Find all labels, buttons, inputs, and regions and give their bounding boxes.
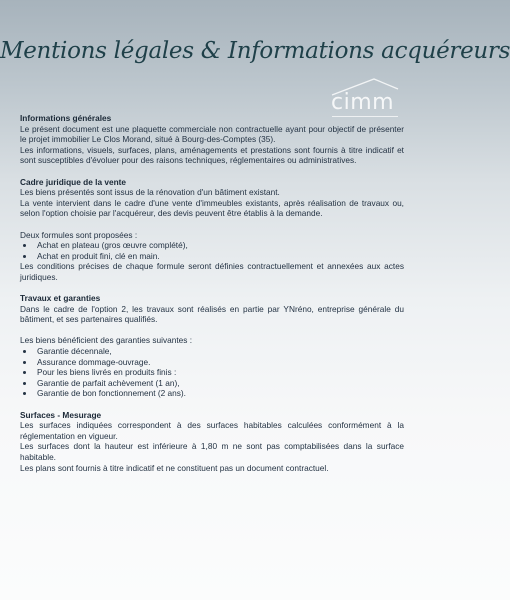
section-heading: Surfaces - Mesurage: [20, 409, 102, 420]
list-item: • Garantie de bon fonctionnement (2 ans).: [35, 388, 404, 399]
list-intro: Deux formules sont proposées :: [20, 229, 138, 240]
section-heading: Travaux et garanties: [20, 293, 101, 304]
paragraph: Les surfaces dont la hauteur est inférieure à 1,80 m ne sont pas comptabilisées dans la surface habitable.: [20, 441, 404, 462]
paragraph: Dans le cadre de l'option 2, les travaux sont réalisés en partie par YNréno, entreprise générale du bâtiment, et ses partenaires qualifiés.: [20, 303, 404, 325]
section-travaux: [20, 293, 404, 399]
list-item: • Achat en produit fini, clé en main.: [35, 251, 404, 262]
section-surfaces: [20, 410, 404, 474]
paragraph: Les informations, visuels, surfaces, plans, aménagements et prestations sont fournis à titre indicatif et sont susceptibles d'évoluer pour des raisons techniques, réglementaires ou administratives.: [20, 144, 404, 166]
section-general: [20, 113, 404, 166]
list-item: • Assurance dommage-ouvrage.: [35, 357, 404, 368]
section-heading: Cadre juridique de la vente: [20, 176, 127, 187]
garanties-list: [20, 346, 404, 399]
list-item: • Achat en plateau (gros œuvre complété),: [35, 240, 404, 251]
section-juridique: [20, 177, 404, 283]
paragraph: Les plans sont fournis à titre indicatif et ne constituent pas un document contractuel.: [20, 462, 329, 473]
formules-list: [20, 240, 404, 261]
section-heading: Informations générales: [20, 113, 112, 123]
paragraph: La vente intervient dans le cadre d'une vente d'immeubles existants, après réalisation de travaux ou, selon l'option choisie par l'acquéreur, des devis peuvent être établis à la demande.: [20, 197, 404, 219]
list-item: • Garantie décennale,: [35, 346, 404, 357]
list-item: • Pour les biens livrés en produits finis :: [35, 367, 404, 378]
paragraph: Le présent document est une plaquette commerciale non contractuelle ayant pour objectif de présenter le projet immobilier Le Clos Morand, situé à Bourg-des-Comptes (35).: [20, 123, 404, 145]
list-item: • Garantie de parfait achèvement (1 an),: [35, 378, 404, 389]
paragraph: Les biens présentés sont issus de la rénovation d'un bâtiment existant.: [20, 187, 280, 198]
logo-text: cimm: [331, 90, 395, 115]
list-intro: Les biens bénéficient des garanties suivantes :: [20, 335, 193, 346]
page-title: Mentions légales & Informations acquéreurs: [0, 38, 510, 64]
legal-content: [20, 113, 404, 473]
paragraph: Les conditions précises de chaque formule seront définies contractuellement et annexées aux actes juridiques.: [20, 261, 404, 282]
paragraph: Les surfaces indiquées correspondent à des surfaces habitables calculées conformément à la réglementation en vigueur.: [20, 420, 404, 441]
